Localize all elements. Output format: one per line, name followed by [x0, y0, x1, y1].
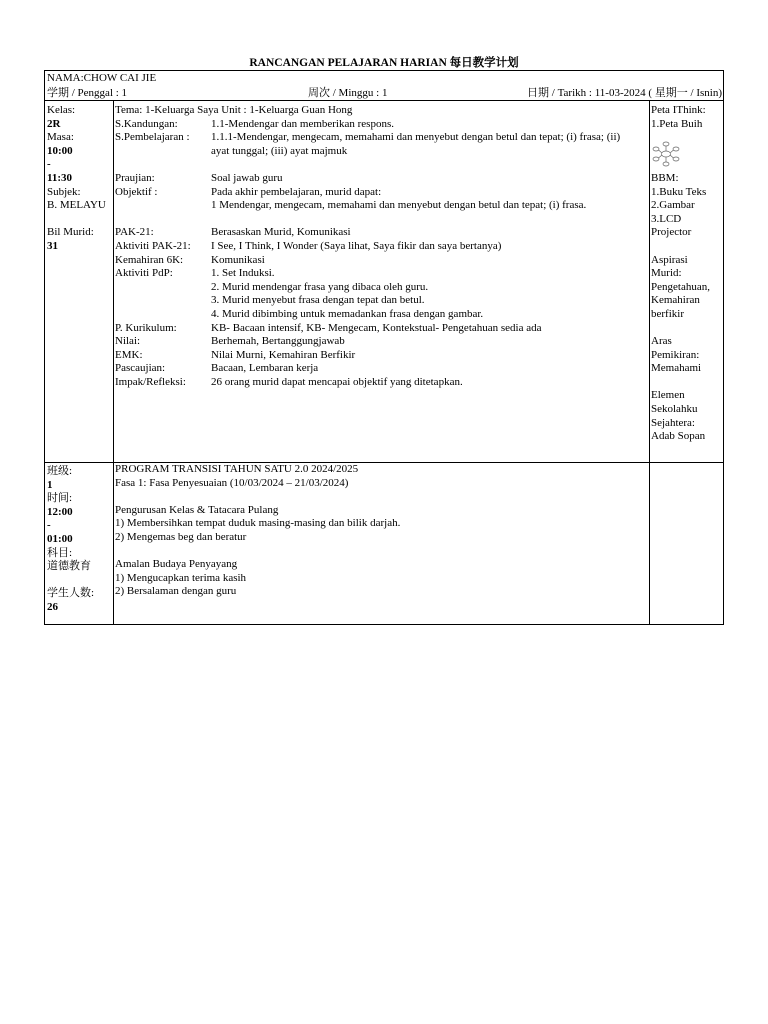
- plan-row-value: KB- Bacaan intensif, KB- Mengecam, Kontekstual- Pengetahuan sedia ada: [211, 321, 542, 334]
- plan-row: [115, 213, 647, 227]
- plan-row-value: 1.1-Mendengar dan memberikan respons.: [211, 117, 394, 130]
- aspirasi-5: berfikir: [651, 307, 684, 320]
- aras-3: Memahami: [651, 362, 702, 375]
- time-start: 10:00: [47, 144, 73, 157]
- plan-row-label: Objektif :: [115, 185, 158, 198]
- plan-row-label: Aktiviti PdP:: [115, 267, 173, 280]
- plan-row-value: Bacaan, Lembaran kerja: [211, 362, 319, 375]
- plan-row-value: 2. Murid mendengar frasa yang dibaca oleh guru.: [211, 280, 429, 293]
- plan-row: [115, 308, 647, 322]
- plan-row-value: 1 Mendengar, mengecam, memahami dan menyebut dengan betul dan tepat; (i) frasa.: [211, 199, 587, 212]
- plan-row: [115, 240, 647, 254]
- plan-row-value: Berasaskan Murid, Komunikasi: [211, 226, 351, 239]
- plan-row-value: 26 orang murid dapat mencapai objektif yang ditetapkan.: [211, 375, 463, 388]
- plan-row-label: Nilai:: [115, 335, 141, 348]
- bbm-label: BBM:: [651, 171, 679, 184]
- time-label: Masa:: [47, 131, 74, 144]
- session2-details: [115, 463, 647, 599]
- page-title: RANCANGAN PELAJARAN HARIAN 每日教学计划: [249, 57, 519, 69]
- plan-row: [115, 226, 647, 240]
- plan-row: [115, 118, 647, 132]
- elemen-2: Sekolahku: [651, 403, 698, 416]
- plan-row-value: Nilai Murni, Kemahiran Berfikir: [211, 348, 356, 361]
- plan-row-label: Impak/Refleksi:: [115, 375, 186, 388]
- program-line: Pengurusan Kelas & Tatacara Pulang: [115, 503, 279, 516]
- students-label: 学生人数:: [47, 587, 95, 600]
- bbm-item-2: 2.Gambar: [651, 199, 695, 212]
- plan-row-value: Komunikasi: [211, 253, 265, 266]
- session2-class-info: [47, 465, 94, 615]
- plan-row-label: P. Kurikulum:: [115, 321, 177, 334]
- bbm-item-3: 3.LCD: [651, 212, 682, 225]
- plan-row: [115, 349, 647, 363]
- plan-row-value: Berhemah, Bertanggungjawab: [211, 335, 345, 348]
- plan-row-value: I See, I Think, I Wonder (Saya lihat, Saya fikir dan saya bertanya): [211, 239, 502, 252]
- aspirasi-4: Kemahiran: [651, 294, 700, 307]
- program-line: [115, 545, 647, 559]
- term-field: 学期 / Penggal : 1: [47, 87, 128, 99]
- program-line: 1) Mengucapkan terima kasih: [115, 571, 247, 584]
- students-label: Bil Murid:: [47, 226, 94, 239]
- date-field: 日期 / Tarikh : 11-03-2024 ( 星期一 / Isnin): [527, 87, 722, 99]
- elemen-4: Adab Sopan: [651, 430, 706, 443]
- program-line: [115, 490, 647, 504]
- students-value: 26: [47, 600, 58, 613]
- plan-row: [115, 376, 647, 390]
- program-line: Amalan Budaya Penyayang: [115, 558, 238, 571]
- header-row: [45, 85, 723, 101]
- plan-row-value: 3. Murid menyebut frasa dengan tepat dan betul.: [211, 294, 425, 307]
- time-dash: -: [47, 519, 51, 532]
- plan-row: [115, 281, 647, 295]
- program-line: PROGRAM TRANSISI TAHUN SATU 2.0 2024/2025: [115, 463, 359, 475]
- plan-row-label: S.Kandungan:: [115, 117, 178, 130]
- program-line: Fasa 1: Fasa Penyesuaian (10/03/2024 – 21/03/2024): [115, 476, 349, 489]
- elemen-1: Elemen: [651, 389, 685, 402]
- subject-label: 科目:: [47, 546, 73, 559]
- plan-row-label: Pascaujian:: [115, 362, 166, 375]
- session1-details: [115, 104, 647, 389]
- class-label: 班级:: [47, 465, 73, 477]
- plan-row-value: 4. Murid dibimbing untuk memadankan frasa dengan gambar.: [211, 307, 484, 320]
- teacher-name: NAMA:CHOW CAI JIE: [47, 72, 157, 84]
- session1-class-info: [47, 104, 106, 254]
- time-end: 01:00: [47, 532, 73, 545]
- time-start: 12:00: [47, 505, 73, 518]
- aspirasi-3: Pengetahuan,: [651, 280, 710, 293]
- plan-row: [115, 322, 647, 336]
- program-line: 2) Mengemas beg dan beratur: [115, 530, 247, 543]
- plan-row-value: 1.1.1-Mendengar, mengecam, memahami dan menyebut dengan betul dan tepat; (i) frasa; (ii): [211, 131, 621, 144]
- plan-row-value: ayat tunggal; (iii) ayat majmuk: [211, 144, 348, 157]
- plan-row: [115, 362, 647, 376]
- plan-row-label: PAK-21:: [115, 226, 154, 239]
- program-line: 1) Membersihkan tempat duduk masing-masing dan bilik darjah.: [115, 517, 401, 530]
- subject-label: Subjek:: [47, 185, 81, 198]
- plan-row-label: EMK:: [115, 348, 143, 361]
- ithink-label: Peta IThink:: [651, 104, 706, 116]
- aspirasi-1: Aspirasi: [651, 253, 688, 266]
- plan-row: [115, 267, 647, 281]
- elemen-3: Sejahtera:: [651, 416, 695, 429]
- time-label: 时间:: [47, 492, 73, 505]
- ithink-value: 1.Peta Buih: [651, 117, 703, 130]
- plan-row-label: Kemahiran 6K:: [115, 253, 184, 266]
- subject-value: 道德教育: [47, 560, 91, 573]
- bbm-item-1: 1.Buku Teks: [651, 185, 707, 198]
- subject-value: B. MELAYU: [47, 199, 106, 212]
- theme-line: Tema: 1-Keluarga Saya Unit : 1-Keluarga Guan Hong: [115, 104, 353, 116]
- plan-row-label: S.Pembelajaran :: [115, 131, 190, 144]
- plan-row: [115, 186, 647, 200]
- plan-row-label: Praujian:: [115, 171, 155, 184]
- plan-row-value: Soal jawab guru: [211, 171, 283, 184]
- class-label: Kelas:: [47, 104, 76, 116]
- aspirasi-2: Murid:: [651, 267, 682, 280]
- aras-2: Pemikiran:: [651, 348, 700, 361]
- bubble-map-icon: [651, 139, 681, 169]
- class-value: 1: [47, 478, 53, 491]
- plan-row: [115, 145, 647, 159]
- plan-row: [115, 294, 647, 308]
- column-divider-left: [113, 101, 114, 625]
- plan-row: [115, 199, 647, 213]
- plan-row-value: Pada akhir pembelajaran, murid dapat:: [211, 185, 382, 198]
- plan-row-value: 1. Set Induksi.: [211, 267, 275, 280]
- plan-row: [115, 131, 647, 145]
- program-line: 2) Bersalaman dengan guru: [115, 585, 237, 598]
- plan-row: [115, 254, 647, 268]
- column-divider-right: [649, 101, 650, 625]
- plan-row: [115, 335, 647, 349]
- plan-row: [115, 158, 647, 172]
- plan-row-label: Aktiviti PAK-21:: [115, 239, 191, 252]
- bbm-item-3b: Projector: [651, 226, 692, 239]
- time-end: 11:30: [47, 171, 73, 184]
- aras-1: Aras: [651, 335, 672, 348]
- time-dash: -: [47, 158, 51, 171]
- class-value: 2R: [47, 117, 61, 130]
- students-value: 31: [47, 239, 58, 252]
- week-field: 周次 / Minggu : 1: [308, 87, 388, 99]
- lesson-plan-table: [44, 70, 724, 625]
- plan-row: [115, 172, 647, 186]
